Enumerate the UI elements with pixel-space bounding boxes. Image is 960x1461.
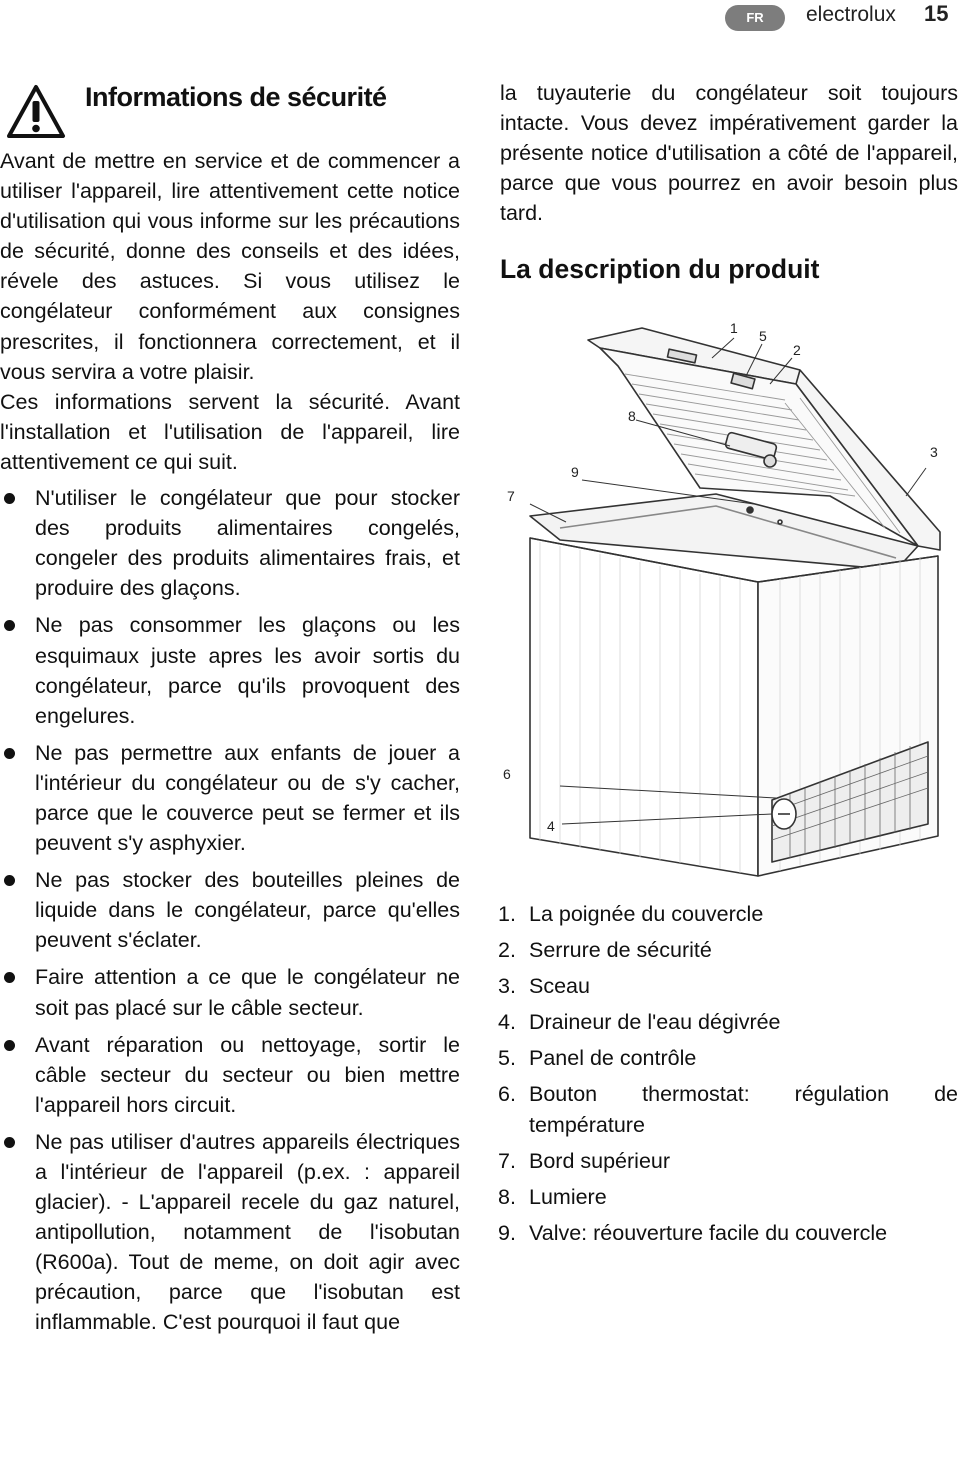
legend-item — [498, 1146, 958, 1176]
bullet-dot — [4, 1040, 15, 1051]
list-item — [0, 483, 460, 603]
bullet-dot — [4, 620, 15, 631]
list-item — [0, 610, 460, 730]
product-legend-list — [498, 899, 958, 1254]
callout-6: 6 — [503, 766, 511, 782]
legend-text: Serrure de sécurité — [529, 938, 712, 963]
legend-item — [498, 899, 958, 929]
legend-item — [498, 935, 958, 965]
safety-title-row — [0, 80, 460, 146]
legend-number: 9. — [498, 1220, 516, 1245]
safety-notice: Ces informations servent la sécurité. Avant l'installation et l'utilisation de l'appareil, lire attentivement ce qui suit. — [0, 389, 460, 474]
legend-text: Bord supérieur — [529, 1148, 671, 1173]
brand-name: electrolux — [806, 3, 896, 26]
right-column — [500, 78, 958, 286]
list-item-text: N'utiliser le congélateur que pour stocker des produits alimentaires congelés, congeler des produits alimentaires frais, et produire des glaçons. — [35, 486, 460, 601]
list-item-text: Ne pas stocker des bouteilles pleines de liquide dans le congélateur, parce qu'elles peuvent s'éclater. — [35, 868, 460, 953]
legend-number: 2. — [498, 938, 516, 963]
list-item — [0, 1127, 460, 1338]
legend-text: Panel de contrôle — [529, 1046, 697, 1071]
bullet-dot — [4, 875, 15, 886]
legend-text: Draineur de l'eau dégivrée — [529, 1010, 781, 1035]
safety-intro: Avant de mettre en service et de commencer a utiliser l'appareil, lire attentivement cette notice d'utilisation qui vous informe sur les précautions de sécurité, donne des conseils et des idées, révele des astuces. Si vous utilisez le congélateur conformément aux consignes prescrites, il fonctionnera correctement, et il vous servira a votre plaisir. — [0, 149, 460, 384]
legend-text: Sceau — [529, 974, 590, 999]
list-item — [0, 738, 460, 858]
callout-9: 9 — [571, 464, 579, 480]
list-item-text: Ne pas permettre aux enfants de jouer a l'intérieur du congélateur ou de s'y cacher, parce que le couverce peut se fermer et ils peuvent s'y asphyxier. — [35, 740, 460, 856]
list-item — [0, 962, 460, 1022]
legend-text: Valve: réouverture facile du couvercle — [529, 1220, 888, 1245]
bullet-dot — [4, 1137, 15, 1148]
legend-text: Bouton thermostat: régulation de température — [529, 1082, 958, 1137]
legend-number: 1. — [498, 902, 516, 926]
language-badge: FR — [725, 5, 785, 31]
safety-section — [0, 80, 460, 1345]
callout-3: 3 — [930, 444, 938, 460]
list-item-text: Ne pas utiliser d'autres appareils électriques a l'intérieur de l'appareil (p.ex. : appareil glacier). - L'appareil recele du gaz naturel, antipollution, notamment de l'isobutan (R600a). Tout de meme, on doit agir avec précaution, parce que l'isobutan est inflammable. C'est pourquoi il faut que — [35, 1129, 460, 1335]
bullet-dot — [4, 972, 15, 983]
list-item-text: Ne pas consommer les glaçons ou les esquimaux juste apres les avoir sortis du congélateur, parce qu'ils provoquent des engelures. — [35, 613, 460, 728]
legend-number: 7. — [498, 1148, 516, 1173]
warning-icon — [6, 84, 66, 140]
callout-8: 8 — [628, 408, 636, 424]
legend-item — [498, 1007, 958, 1037]
safety-title: Informations de sécurité — [85, 82, 387, 112]
page-number: 15 — [924, 1, 949, 26]
safety-continued-text: la tuyauterie du congélateur soit toujours intacte. Vous devez impérativement garder la présente notice d'utilisation a côté de l'appareil, parce que vous pourrez en avoir besoin plus tard. — [500, 81, 958, 226]
list-item — [0, 1030, 460, 1120]
freezer-illustration — [500, 318, 960, 878]
legend-text: Lumiere — [529, 1184, 607, 1209]
page-header — [0, 0, 960, 32]
legend-item — [498, 1043, 958, 1073]
legend-number: 8. — [498, 1184, 516, 1209]
list-item-text: Faire attention a ce que le congélateur ne soit pas placé sur le câble secteur. — [35, 965, 460, 1020]
callout-1: 1 — [730, 320, 738, 336]
legend-item — [498, 971, 958, 1001]
callout-7: 7 — [507, 488, 515, 504]
legend-item — [498, 1079, 958, 1139]
product-title: La description du produit — [500, 254, 820, 285]
callout-2: 2 — [793, 342, 801, 358]
callout-5: 5 — [759, 328, 767, 344]
bullet-dot — [4, 493, 15, 504]
legend-number: 5. — [498, 1046, 516, 1071]
legend-number: 6. — [498, 1082, 516, 1107]
legend-item — [498, 1218, 958, 1248]
list-item-text: Avant réparation ou nettoyage, sortir le câble secteur du secteur ou bien mettre l'appareil hors circuit. — [35, 1032, 460, 1117]
list-item — [0, 865, 460, 955]
freezer-diagram — [500, 318, 960, 878]
bullet-dot — [4, 748, 15, 759]
legend-text: La poignée du couvercle — [529, 902, 764, 926]
legend-number: 3. — [498, 974, 516, 999]
callout-4: 4 — [547, 818, 555, 834]
legend-number: 4. — [498, 1010, 516, 1035]
safety-bullet-list — [0, 483, 460, 1338]
legend-item — [498, 1182, 958, 1212]
